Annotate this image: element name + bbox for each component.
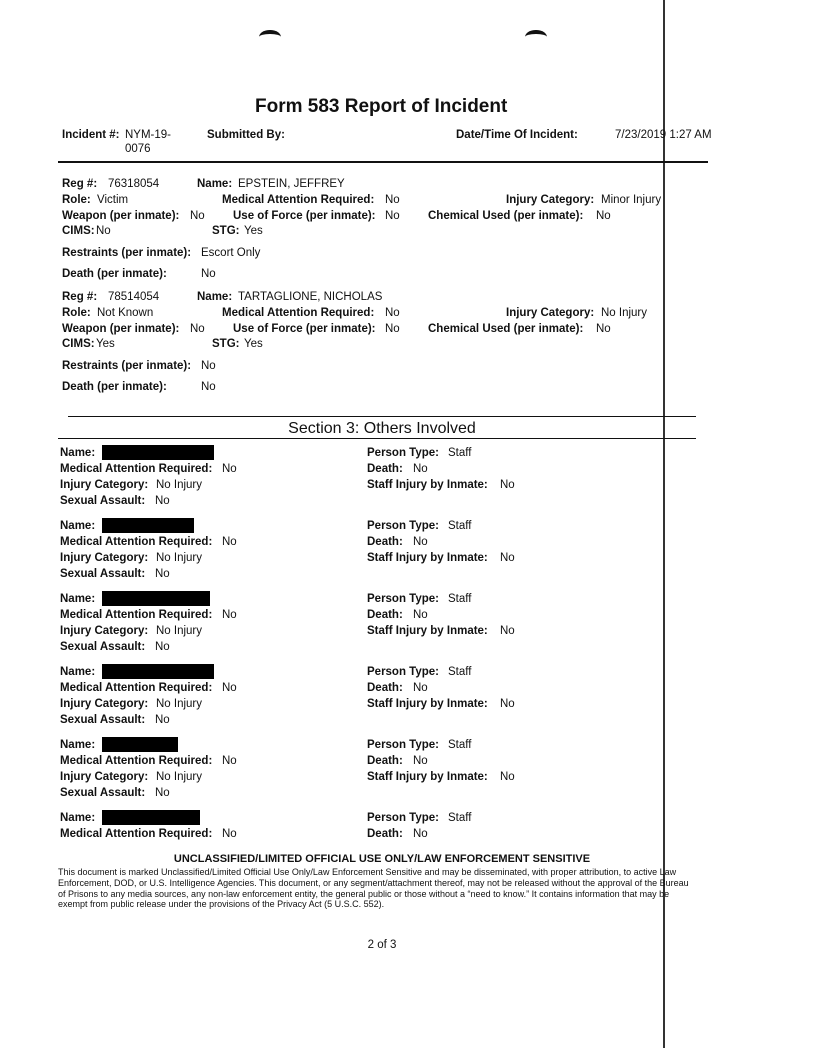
person-type-label: Person Type:: [367, 666, 439, 678]
staff-injury-value: No: [500, 771, 515, 783]
person-death-value: No: [413, 682, 428, 694]
person-injury-value: No Injury: [156, 771, 203, 783]
person-injury-value: No Injury: [156, 479, 203, 491]
sexual-assault-label: Sexual Assault:: [60, 787, 146, 799]
redacted-name: [102, 664, 214, 679]
person-injury-label: Injury Category:: [60, 479, 149, 491]
person-type-label: Person Type:: [367, 739, 439, 751]
name-value: TARTAGLIONE, NICHOLAS: [238, 291, 383, 303]
stg-label: STG:: [212, 225, 240, 237]
staff-injury-value: No: [500, 552, 515, 564]
person-death-label: Death:: [367, 682, 403, 694]
person-type-value: Staff: [448, 520, 472, 532]
death-value: No: [201, 268, 216, 280]
redacted-name: [102, 518, 194, 533]
person-death-value: No: [413, 828, 428, 840]
submitted-by-label: Submitted By:: [207, 129, 285, 141]
injury-value: No Injury: [601, 307, 648, 319]
person-death-label: Death:: [367, 609, 403, 621]
person-type-label: Person Type:: [367, 447, 439, 459]
name-label: Name:: [197, 178, 233, 190]
person-type-value: Staff: [448, 739, 472, 751]
sexual-assault-value: No: [155, 714, 170, 726]
medical-label: Medical Attention Required:: [222, 194, 375, 206]
staff-injury-value: No: [500, 698, 515, 710]
use-of-force-label: Use of Force (per inmate):: [233, 210, 376, 222]
person-name-label: Name:: [60, 593, 96, 605]
chemical-value: No: [596, 323, 611, 335]
person-medical-label: Medical Attention Required:: [60, 755, 213, 767]
restraints-label: Restraints (per inmate):: [62, 360, 192, 372]
person-medical-value: No: [222, 755, 237, 767]
person-death-value: No: [413, 463, 428, 475]
weapon-label: Weapon (per inmate):: [62, 323, 180, 335]
incident-value-line1: NYM-19-: [125, 129, 172, 141]
restraints-label: Restraints (per inmate):: [62, 247, 192, 259]
person-type-label: Person Type:: [367, 593, 439, 605]
person-medical-value: No: [222, 609, 237, 621]
person-death-label: Death:: [367, 536, 403, 548]
reg-label: Reg #:: [62, 291, 98, 303]
medical-value: No: [385, 307, 400, 319]
reg-label: Reg #:: [62, 178, 98, 190]
reg-value: 78514054: [108, 291, 160, 303]
role-label: Role:: [62, 194, 91, 206]
person-medical-label: Medical Attention Required:: [60, 682, 213, 694]
person-type-value: Staff: [448, 447, 472, 459]
chemical-label: Chemical Used (per inmate):: [428, 323, 584, 335]
incident-value-line2: 0076: [125, 143, 151, 155]
person-name-label: Name:: [60, 520, 96, 532]
page-number: 2 of 3: [367, 939, 397, 951]
sexual-assault-value: No: [155, 787, 170, 799]
cims-value: No: [96, 225, 111, 237]
punch-hole-right: [525, 30, 547, 44]
punch-hole-left: [259, 30, 281, 44]
person-medical-label: Medical Attention Required:: [60, 828, 213, 840]
footer-disclaimer: This document is marked Unclassified/Limited Official Use Only/Law Enforcement Sensitive and may be disseminated, with proper attribution, to active Law Enforcement, DOD, or U.S. Intelligence Agencies. This document, or any segment/attachment thereof, may not be released without the approval of the Bureau of Prisons to any media sources, any non-law enforcement entity, the general public or those without a “need to know.” It contains information that may be exempt from public release under the provisions of the Privacy Act (5 U.S.C. 552).: [58, 867, 689, 910]
sexual-assault-value: No: [155, 495, 170, 507]
section-rule-bottom: [58, 438, 696, 439]
section-rule-top: [68, 416, 696, 417]
staff-injury-label: Staff Injury by Inmate:: [367, 479, 488, 491]
person-death-label: Death:: [367, 828, 403, 840]
medical-label: Medical Attention Required:: [222, 307, 375, 319]
page-title: Form 583 Report of Incident: [255, 96, 508, 117]
person-medical-value: No: [222, 682, 237, 694]
weapon-label: Weapon (per inmate):: [62, 210, 180, 222]
person-injury-label: Injury Category:: [60, 552, 149, 564]
death-label: Death (per inmate):: [62, 268, 167, 280]
death-value: No: [201, 381, 216, 393]
redacted-name: [102, 445, 214, 460]
person-injury-value: No Injury: [156, 552, 203, 564]
injury-label: Injury Category:: [506, 194, 595, 206]
person-name-label: Name:: [60, 447, 96, 459]
chemical-value: No: [596, 210, 611, 222]
person-name-label: Name:: [60, 812, 96, 824]
cims-label: CIMS:: [62, 338, 95, 350]
use-of-force-value: No: [385, 210, 400, 222]
person-medical-value: No: [222, 828, 237, 840]
person-death-value: No: [413, 536, 428, 548]
person-injury-label: Injury Category:: [60, 698, 149, 710]
medical-value: No: [385, 194, 400, 206]
person-death-label: Death:: [367, 755, 403, 767]
redacted-name: [102, 591, 210, 606]
redacted-name: [102, 737, 178, 752]
staff-injury-label: Staff Injury by Inmate:: [367, 698, 488, 710]
role-label: Role:: [62, 307, 91, 319]
person-death-value: No: [413, 609, 428, 621]
sexual-assault-value: No: [155, 641, 170, 653]
person-medical-label: Medical Attention Required:: [60, 609, 213, 621]
sexual-assault-label: Sexual Assault:: [60, 714, 146, 726]
name-value: EPSTEIN, JEFFREY: [238, 178, 345, 190]
staff-injury-value: No: [500, 479, 515, 491]
stg-value: Yes: [244, 338, 263, 350]
death-label: Death (per inmate):: [62, 381, 167, 393]
person-injury-value: No Injury: [156, 698, 203, 710]
sexual-assault-value: No: [155, 568, 170, 580]
role-value: Not Known: [97, 307, 154, 319]
person-name-label: Name:: [60, 739, 96, 751]
restraints-value: No: [201, 360, 216, 372]
staff-injury-label: Staff Injury by Inmate:: [367, 771, 488, 783]
sexual-assault-label: Sexual Assault:: [60, 641, 146, 653]
person-type-value: Staff: [448, 593, 472, 605]
role-value: Victim: [97, 194, 129, 206]
person-injury-label: Injury Category:: [60, 771, 149, 783]
person-injury-label: Injury Category:: [60, 625, 149, 637]
section-title: Section 3: Others Involved: [288, 420, 476, 437]
person-name-label: Name:: [60, 666, 96, 678]
person-medical-value: No: [222, 536, 237, 548]
person-death-value: No: [413, 755, 428, 767]
person-medical-value: No: [222, 463, 237, 475]
injury-value: Minor Injury: [601, 194, 662, 206]
chemical-label: Chemical Used (per inmate):: [428, 210, 584, 222]
reg-value: 76318054: [108, 178, 160, 190]
cims-value: Yes: [96, 338, 115, 350]
header-rule: [58, 161, 708, 163]
sexual-assault-label: Sexual Assault:: [60, 495, 146, 507]
datetime-label: Date/Time Of Incident:: [456, 129, 578, 141]
datetime-value: 7/23/2019 1:27 AM: [615, 129, 712, 141]
cims-label: CIMS:: [62, 225, 95, 237]
person-injury-value: No Injury: [156, 625, 203, 637]
use-of-force-label: Use of Force (per inmate):: [233, 323, 376, 335]
use-of-force-value: No: [385, 323, 400, 335]
name-label: Name:: [197, 291, 233, 303]
person-type-label: Person Type:: [367, 812, 439, 824]
weapon-value: No: [190, 210, 205, 222]
sexual-assault-label: Sexual Assault:: [60, 568, 146, 580]
injury-label: Injury Category:: [506, 307, 595, 319]
person-type-value: Staff: [448, 812, 472, 824]
redacted-name: [102, 810, 200, 825]
stg-label: STG:: [212, 338, 240, 350]
person-death-label: Death:: [367, 463, 403, 475]
person-type-label: Person Type:: [367, 520, 439, 532]
classification-banner: UNCLASSIFIED/LIMITED OFFICIAL USE ONLY/LAW ENFORCEMENT SENSITIVE: [173, 853, 591, 865]
staff-injury-label: Staff Injury by Inmate:: [367, 625, 488, 637]
person-medical-label: Medical Attention Required:: [60, 536, 213, 548]
staff-injury-value: No: [500, 625, 515, 637]
incident-label: Incident #:: [62, 129, 120, 141]
person-type-value: Staff: [448, 666, 472, 678]
stg-value: Yes: [244, 225, 263, 237]
weapon-value: No: [190, 323, 205, 335]
restraints-value: Escort Only: [201, 247, 261, 259]
staff-injury-label: Staff Injury by Inmate:: [367, 552, 488, 564]
person-medical-label: Medical Attention Required:: [60, 463, 213, 475]
